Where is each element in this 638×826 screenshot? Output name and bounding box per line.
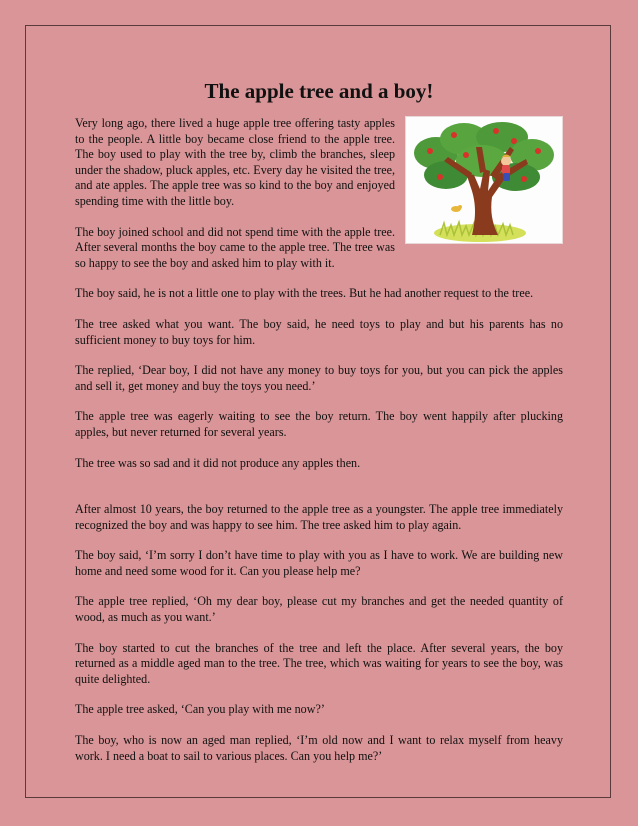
paragraph-5: The replied, ‘Dear boy, I did not have any money to buy toys for you, but you can pick the apples and sell it, get money and buy the toys you need.’: [75, 363, 563, 393]
paragraph-9: The boy said, ‘I’m sorry I don’t have time to play with you as I have to work. We are building new home and need some wood for it. Can you please help me?: [75, 548, 563, 578]
paragraph-3: The boy said, he is not a little one to play with the trees. But he had another request to the tree.: [75, 286, 534, 301]
paragraph-1: Very long ago, there lived a huge apple tree offering tasty apples to the people. A little boy became close friend to the apple tree. The boy used to play with the tree by, climb the branches, sleep under the shadow, pluck apples, etc. Every day he visited the tree, and ate apples. The apple tree was so kind to the boy and enjoyed spending time with the little boy.: [75, 116, 395, 208]
story-title: The apple tree and a boy!: [204, 79, 434, 103]
paragraph-2: The boy joined school and did not spend time with the apple tree. After several months the boy came to the apple tree. The tree was so happy to see the boy and asked him to play with it.: [75, 224, 395, 270]
paragraph-13: The boy, who is now an aged man replied, ‘I’m old now and I want to relax myself from heavy work. I need a boat to sail to various places. Can you help me?’: [75, 733, 563, 763]
paragraph-7: The tree was so sad and it did not produce any apples then.: [75, 455, 361, 470]
paragraph-10: The apple tree replied, ‘Oh my dear boy, please cut my branches and get the needed quantity of wood, as much as you want.’: [75, 594, 563, 625]
document-body: [75, 78, 563, 779]
paragraph-11: The boy started to cut the branches of the tree and left the place. After several years, the boy returned as a middle aged man to the tree. The tree, which was waiting for years to see the boy, was quite delighted.: [75, 640, 563, 686]
paragraph-12: The apple tree asked, ‘Can you play with me now?’: [75, 702, 325, 717]
apple-tree-with-boy-icon: [406, 117, 562, 243]
paragraph-4: The tree asked what you want. The boy said, he need toys to play and but his parents has no sufficient money to buy toys for him.: [75, 316, 563, 347]
paragraph-6: The apple tree was eagerly waiting to see the boy return. The boy went happily after plucking apples, but never returned for several years.: [75, 409, 563, 439]
paragraph-8: After almost 10 years, the boy returned to the apple tree as a youngster. The apple tree immediately recognized the boy and was happy to see him. The tree asked him to play again.: [75, 502, 563, 532]
intro-section: [75, 116, 563, 286]
section-gap: [75, 486, 563, 502]
apple-tree-illustration: [405, 116, 563, 244]
